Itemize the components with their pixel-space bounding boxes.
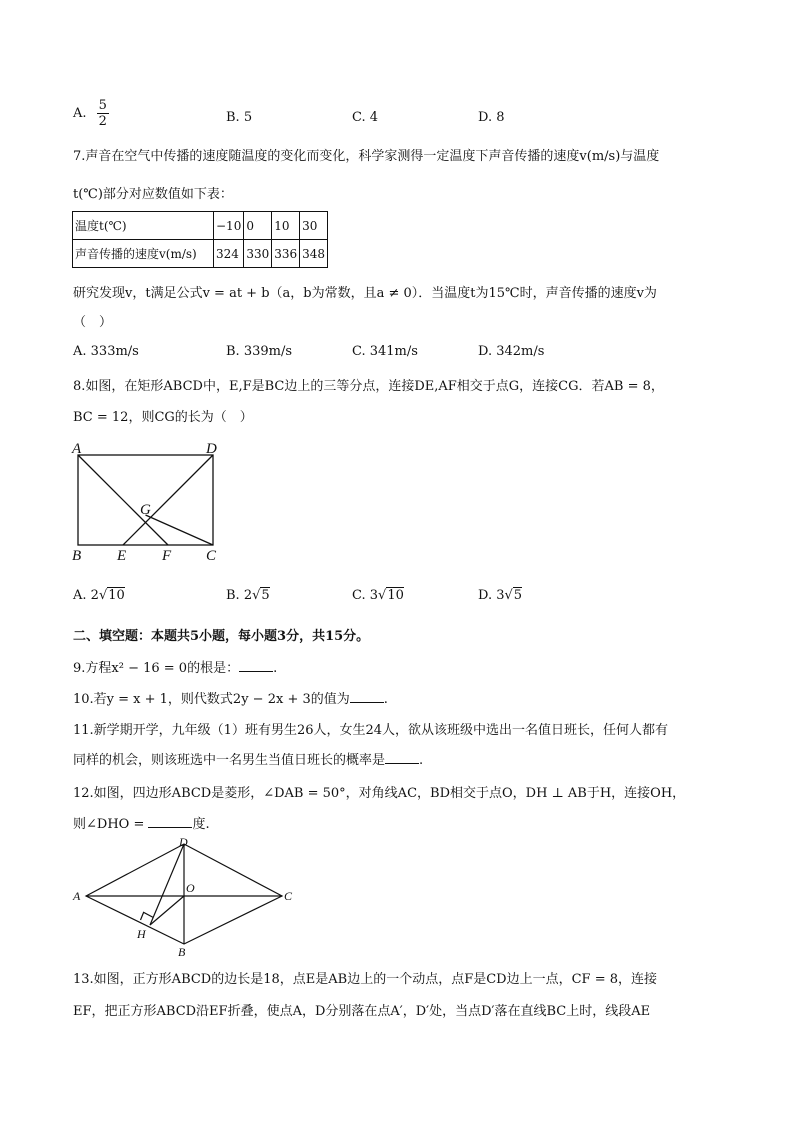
- q6-option-c: C. 4: [352, 110, 379, 125]
- segment-dh: [150, 844, 184, 925]
- label-e: E: [117, 548, 127, 564]
- radicand: 10: [108, 588, 125, 603]
- q12-rhombus-figure: [68, 834, 303, 959]
- q7-option-d: D. 342m/s: [478, 344, 545, 359]
- q11-line2: [73, 749, 423, 768]
- option-coefficient: A. 2: [73, 588, 99, 603]
- right-angle-mark: [141, 912, 154, 920]
- table-cell: 10: [272, 212, 300, 240]
- label-f: F: [162, 548, 172, 564]
- label-a: A: [73, 889, 81, 903]
- segment-af: [78, 455, 168, 545]
- q13-line2: EF，把正方形ABCD沿EF折叠，使点A，D分别落在点A′，D′处，当点D′落在直线BC上时，线段AE: [73, 1004, 651, 1019]
- label-d: D: [206, 441, 217, 457]
- label-b: B: [178, 945, 186, 959]
- radicand: 10: [387, 588, 404, 603]
- table-header-temperature: 温度t(℃): [73, 212, 214, 240]
- table-cell: 324: [214, 240, 244, 268]
- segment-cg: [146, 515, 214, 545]
- q9-text: 9.方程x² − 16 = 0的根是：: [73, 661, 240, 676]
- answer-blank: [385, 751, 419, 764]
- segment-oh: [150, 896, 184, 925]
- q7-line1: 7.声音在空气中传播的速度随温度的变化而变化，科学家测得一定温度下声音传播的速度v(m/s)与温度: [73, 149, 660, 164]
- rectangle-abcd: [78, 455, 213, 545]
- q7-option-c: C. 341m/s: [352, 344, 418, 359]
- table-cell: 30: [300, 212, 328, 240]
- radical-sign: √: [98, 588, 108, 603]
- fraction-numerator: 5: [98, 98, 107, 113]
- q12-end: 度.: [192, 817, 210, 832]
- segment-de: [123, 455, 213, 545]
- label-h: H: [137, 927, 146, 941]
- label-c: C: [206, 548, 217, 564]
- table-row: [73, 240, 328, 268]
- q8-option-c: [352, 588, 404, 603]
- q7-line2: t(℃)部分对应数值如下表：: [73, 187, 233, 202]
- q8-option-d: [478, 588, 522, 603]
- table-cell: 348: [300, 240, 328, 268]
- table-row: [73, 212, 328, 240]
- label-d: D: [179, 835, 188, 849]
- answer-blank: [239, 659, 273, 672]
- q8-line2: BC = 12，则CG的长为（ ）: [73, 410, 253, 425]
- radical-sign: √: [378, 588, 387, 603]
- table-cell: 330: [244, 240, 272, 268]
- q8-line1: 8.如图，在矩形ABCD中，E,F是BC边上的三等分点，连接DE,AF相交于点G，连接CG．若AB = 8，: [73, 379, 664, 394]
- q12-line1: 12.如图，四边形ABCD是菱形，∠DAB = 50°，对角线AC，BD相交于点O，DH ⊥ AB于H，连接OH，: [73, 786, 686, 801]
- q7-line4: （ ）: [73, 315, 113, 330]
- table-cell: 336: [272, 240, 300, 268]
- radical-sign: √: [252, 588, 261, 603]
- q10-end: .: [383, 692, 388, 707]
- section-2-heading: 二、填空题：本题共5小题，每小题3分，共15分。: [73, 629, 370, 644]
- q11-text: 同样的机会，则该班选中一名男生当值日班长的概率是: [73, 753, 386, 768]
- q8-option-b: [226, 588, 270, 603]
- q10-text: 10.若y = x + 1，则代数式2y − 2x + 3的值为: [73, 692, 350, 707]
- q6-option-d: D. 8: [478, 110, 505, 125]
- q12-text: 则∠DHO =: [73, 817, 149, 832]
- answer-blank: [148, 815, 192, 828]
- q10-line: [73, 688, 388, 707]
- q8-option-a: [73, 588, 125, 603]
- radicand: 5: [261, 588, 270, 603]
- q6-option-b: B. 5: [226, 110, 253, 125]
- q7-option-a: A. 333m/s: [73, 344, 139, 359]
- q7-table: [72, 211, 328, 268]
- option-coefficient: D. 3: [478, 588, 505, 603]
- table-cell: −10: [214, 212, 244, 240]
- option-coefficient: B. 2: [226, 588, 253, 603]
- q7-line3: 研究发现v，t满足公式v = at + b（a，b为常数，且a ≠ 0）．当温度t为15℃时，声音传播的速度v为: [73, 286, 657, 301]
- label-o: O: [186, 881, 195, 895]
- q9-line: [73, 657, 277, 676]
- label-b: B: [72, 548, 82, 564]
- q7-option-b: B. 339m/s: [226, 344, 293, 359]
- radicand: 5: [513, 588, 523, 603]
- q6-option-a-fraction: [97, 99, 109, 128]
- q12-line2: [73, 813, 210, 832]
- label-c: C: [284, 889, 293, 903]
- table-header-speed: 声音传播的速度v(m/s): [73, 240, 214, 268]
- q6-option-a-label: A.: [73, 106, 87, 121]
- fraction-denominator: 2: [98, 114, 107, 129]
- q13-line1: 13.如图，正方形ABCD的边长是18，点E是AB边上的一个动点，点F是CD边上一点，CF = 8，连接: [73, 972, 657, 987]
- table-cell: 0: [244, 212, 272, 240]
- q11-end: .: [419, 753, 424, 768]
- q9-end: .: [273, 661, 278, 676]
- q8-rectangle-figure: [68, 438, 228, 568]
- label-a: A: [72, 441, 82, 457]
- label-g: G: [140, 502, 151, 518]
- option-coefficient: C. 3: [352, 588, 379, 603]
- q11-line1: 11.新学期开学，九年级（1）班有男生26人，女生24人，欲从该班级中选出一名值日班长，任何人都有: [73, 723, 669, 738]
- answer-blank: [350, 690, 384, 703]
- q6-option-a: [73, 99, 109, 128]
- radical-sign: √: [504, 588, 513, 603]
